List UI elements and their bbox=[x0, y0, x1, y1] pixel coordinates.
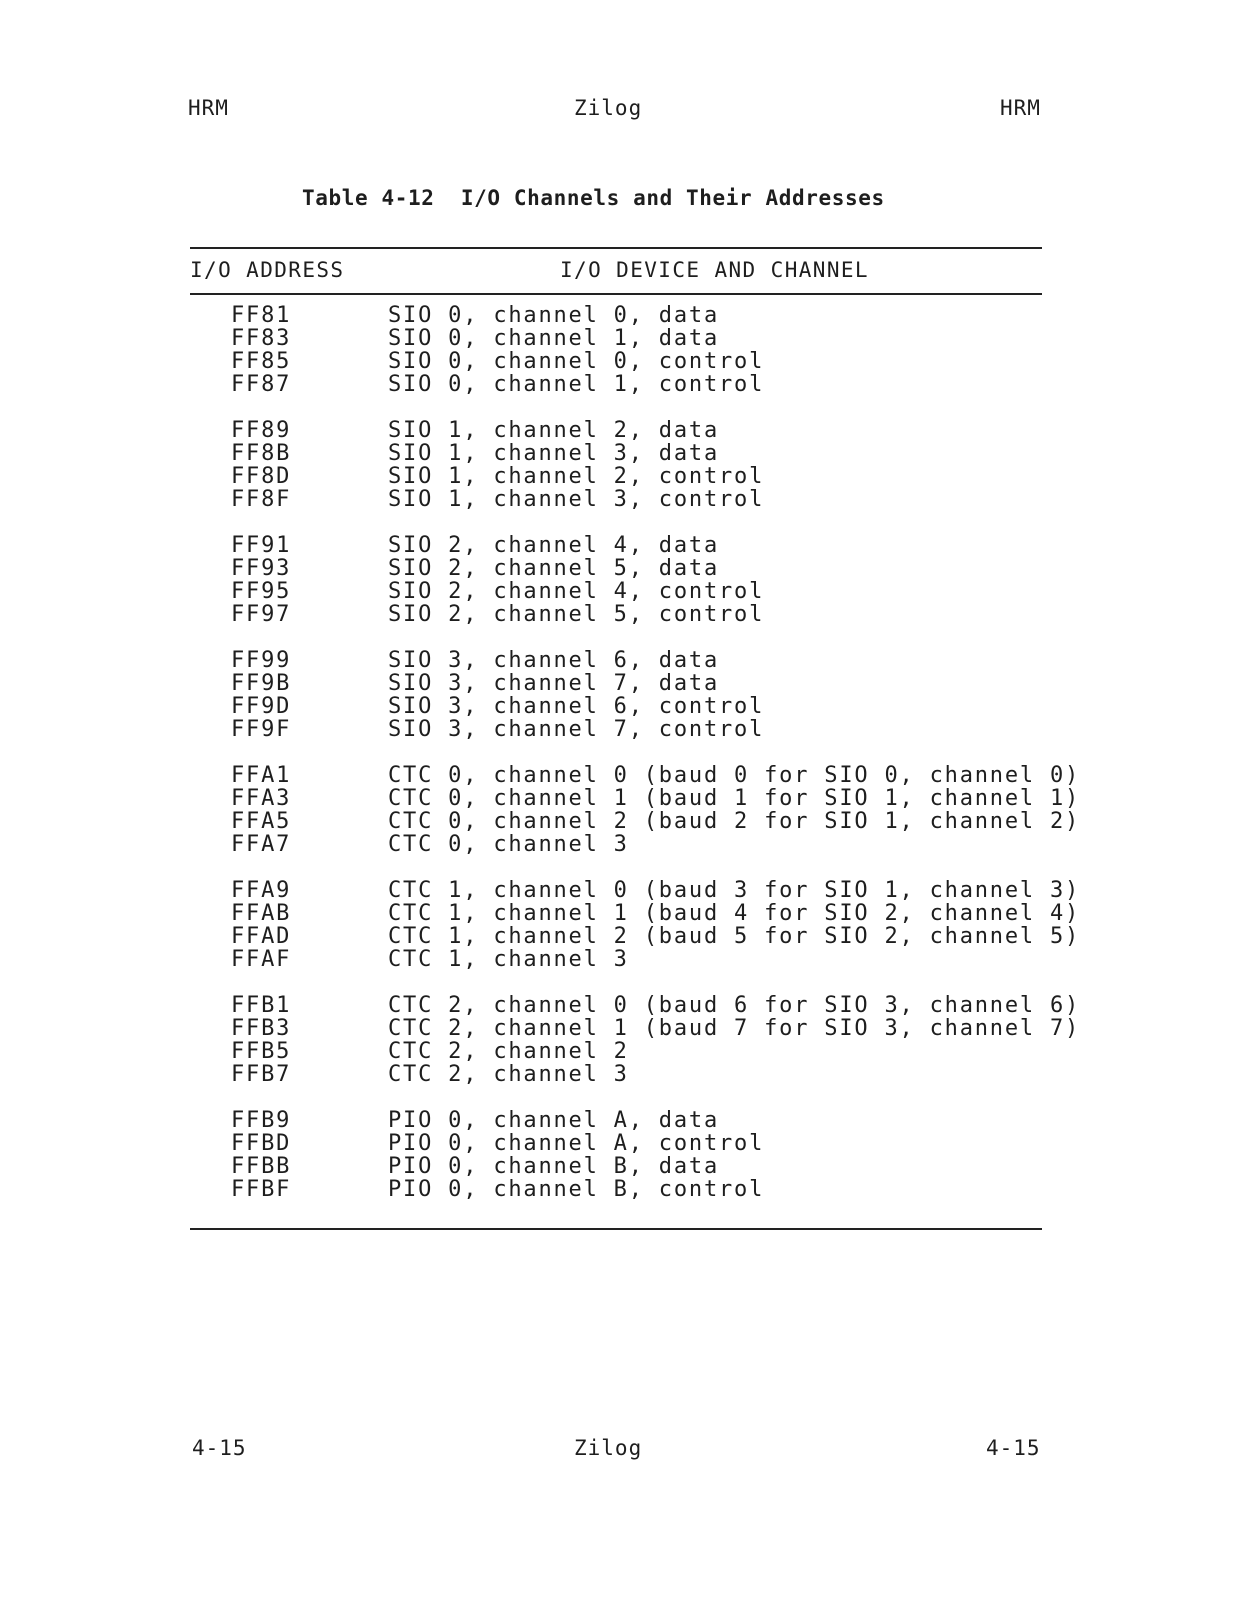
io-address-cell: FF97 bbox=[231, 602, 292, 627]
table-row bbox=[0, 764, 1248, 787]
io-address-cell: FFB1 bbox=[231, 993, 292, 1018]
io-address-cell: FFAB bbox=[231, 901, 292, 926]
io-device-cell: CTC 1, channel 0 (baud 3 for SIO 1, channel 3) bbox=[388, 878, 1081, 903]
table-group bbox=[0, 534, 1248, 626]
table-group bbox=[0, 764, 1248, 856]
table-row bbox=[0, 1063, 1248, 1086]
io-device-cell: PIO 0, channel A, data bbox=[388, 1108, 719, 1133]
io-device-cell: CTC 2, channel 3 bbox=[388, 1062, 629, 1087]
table-row bbox=[0, 350, 1248, 373]
io-address-cell: FFBF bbox=[231, 1177, 292, 1202]
footer-right: 4-15 bbox=[986, 1436, 1041, 1460]
table-group bbox=[0, 994, 1248, 1086]
table-row bbox=[0, 557, 1248, 580]
table-row bbox=[0, 442, 1248, 465]
io-device-cell: SIO 3, channel 6, data bbox=[388, 648, 719, 673]
table-row bbox=[0, 373, 1248, 396]
io-device-cell: CTC 0, channel 1 (baud 1 for SIO 1, channel 1) bbox=[388, 786, 1081, 811]
table-row bbox=[0, 1017, 1248, 1040]
table-row bbox=[0, 1132, 1248, 1155]
io-address-cell: FFBB bbox=[231, 1154, 292, 1179]
table-row bbox=[0, 304, 1248, 327]
io-address-cell: FF81 bbox=[231, 303, 292, 328]
io-device-cell: CTC 1, channel 3 bbox=[388, 947, 629, 972]
io-address-cell: FF8D bbox=[231, 464, 292, 489]
footer-left: 4-15 bbox=[192, 1436, 247, 1460]
table-group bbox=[0, 304, 1248, 396]
header-right: HRM bbox=[1000, 96, 1041, 120]
io-address-cell: FF95 bbox=[231, 579, 292, 604]
io-address-cell: FFAD bbox=[231, 924, 292, 949]
table-row bbox=[0, 419, 1248, 442]
io-address-cell: FF9B bbox=[231, 671, 292, 696]
io-device-cell: SIO 3, channel 7, control bbox=[388, 717, 765, 742]
io-address-cell: FFB3 bbox=[231, 1016, 292, 1041]
table-row bbox=[0, 810, 1248, 833]
table-bottom-rule bbox=[190, 1228, 1042, 1230]
io-device-cell: SIO 3, channel 6, control bbox=[388, 694, 765, 719]
io-device-cell: CTC 1, channel 1 (baud 4 for SIO 2, channel 4) bbox=[388, 901, 1081, 926]
io-device-cell: PIO 0, channel B, control bbox=[388, 1177, 765, 1202]
table-row bbox=[0, 1178, 1248, 1201]
table-group bbox=[0, 419, 1248, 511]
table-group bbox=[0, 1109, 1248, 1201]
io-address-cell: FFB9 bbox=[231, 1108, 292, 1133]
io-device-cell: SIO 2, channel 4, control bbox=[388, 579, 765, 604]
io-address-cell: FFA7 bbox=[231, 832, 292, 857]
io-device-cell: CTC 1, channel 2 (baud 5 for SIO 2, channel 5) bbox=[388, 924, 1081, 949]
io-device-cell: SIO 1, channel 3, control bbox=[388, 487, 765, 512]
io-device-cell: CTC 0, channel 0 (baud 0 for SIO 0, channel 0) bbox=[388, 763, 1081, 788]
io-device-cell: SIO 1, channel 3, data bbox=[388, 441, 719, 466]
table-row bbox=[0, 787, 1248, 810]
io-address-cell: FFAF bbox=[231, 947, 292, 972]
io-address-cell: FFA3 bbox=[231, 786, 292, 811]
io-device-cell: SIO 2, channel 4, data bbox=[388, 533, 719, 558]
io-address-cell: FF9D bbox=[231, 694, 292, 719]
io-device-cell: CTC 2, channel 0 (baud 6 for SIO 3, channel 6) bbox=[388, 993, 1081, 1018]
io-device-cell: PIO 0, channel B, data bbox=[388, 1154, 719, 1179]
table-top-rule bbox=[190, 247, 1042, 249]
table-group bbox=[0, 649, 1248, 741]
table-row bbox=[0, 879, 1248, 902]
io-device-cell: CTC 2, channel 1 (baud 7 for SIO 3, channel 7) bbox=[388, 1016, 1081, 1041]
io-device-cell: CTC 2, channel 2 bbox=[388, 1039, 629, 1064]
io-address-cell: FFBD bbox=[231, 1131, 292, 1156]
table-body bbox=[0, 304, 1248, 1224]
io-address-cell: FF93 bbox=[231, 556, 292, 581]
header-left: HRM bbox=[188, 96, 229, 120]
io-device-cell: CTC 0, channel 3 bbox=[388, 832, 629, 857]
io-address-cell: FF83 bbox=[231, 326, 292, 351]
table-row bbox=[0, 603, 1248, 626]
table-title: Table 4-12 I/O Channels and Their Addresses bbox=[302, 186, 885, 210]
table-row bbox=[0, 902, 1248, 925]
table-row bbox=[0, 1040, 1248, 1063]
table-row bbox=[0, 465, 1248, 488]
io-device-cell: SIO 0, channel 1, data bbox=[388, 326, 719, 351]
io-device-cell: SIO 2, channel 5, control bbox=[388, 602, 765, 627]
io-address-cell: FF91 bbox=[231, 533, 292, 558]
io-address-cell: FF8B bbox=[231, 441, 292, 466]
io-address-cell: FF89 bbox=[231, 418, 292, 443]
table-row bbox=[0, 488, 1248, 511]
io-device-cell: SIO 2, channel 5, data bbox=[388, 556, 719, 581]
table-row bbox=[0, 925, 1248, 948]
table-row bbox=[0, 695, 1248, 718]
io-address-cell: FFB5 bbox=[231, 1039, 292, 1064]
table-row bbox=[0, 833, 1248, 856]
table-row bbox=[0, 948, 1248, 971]
io-device-cell: PIO 0, channel A, control bbox=[388, 1131, 765, 1156]
table-row bbox=[0, 672, 1248, 695]
table-row bbox=[0, 1155, 1248, 1178]
io-address-cell: FF85 bbox=[231, 349, 292, 374]
table-row bbox=[0, 994, 1248, 1017]
column-header-address: I/O ADDRESS bbox=[190, 258, 345, 282]
io-address-cell: FFA5 bbox=[231, 809, 292, 834]
table-row bbox=[0, 1109, 1248, 1132]
io-address-cell: FFB7 bbox=[231, 1062, 292, 1087]
table-row bbox=[0, 327, 1248, 350]
footer-center: Zilog bbox=[574, 1436, 643, 1460]
table-group bbox=[0, 879, 1248, 971]
io-address-cell: FFA9 bbox=[231, 878, 292, 903]
io-address-cell: FF8F bbox=[231, 487, 292, 512]
io-device-cell: CTC 0, channel 2 (baud 2 for SIO 1, channel 2) bbox=[388, 809, 1081, 834]
io-device-cell: SIO 0, channel 1, control bbox=[388, 372, 765, 397]
table-row bbox=[0, 580, 1248, 603]
io-address-cell: FF9F bbox=[231, 717, 292, 742]
io-device-cell: SIO 0, channel 0, control bbox=[388, 349, 765, 374]
column-header-device: I/O DEVICE AND CHANNEL bbox=[560, 258, 869, 282]
io-address-cell: FF99 bbox=[231, 648, 292, 673]
io-device-cell: SIO 0, channel 0, data bbox=[388, 303, 719, 328]
io-address-cell: FF87 bbox=[231, 372, 292, 397]
table-row bbox=[0, 718, 1248, 741]
io-device-cell: SIO 3, channel 7, data bbox=[388, 671, 719, 696]
header-center: Zilog bbox=[574, 96, 643, 120]
io-device-cell: SIO 1, channel 2, data bbox=[388, 418, 719, 443]
table-row bbox=[0, 649, 1248, 672]
table-header-rule bbox=[190, 293, 1042, 295]
io-device-cell: SIO 1, channel 2, control bbox=[388, 464, 765, 489]
table-row bbox=[0, 534, 1248, 557]
io-address-cell: FFA1 bbox=[231, 763, 292, 788]
